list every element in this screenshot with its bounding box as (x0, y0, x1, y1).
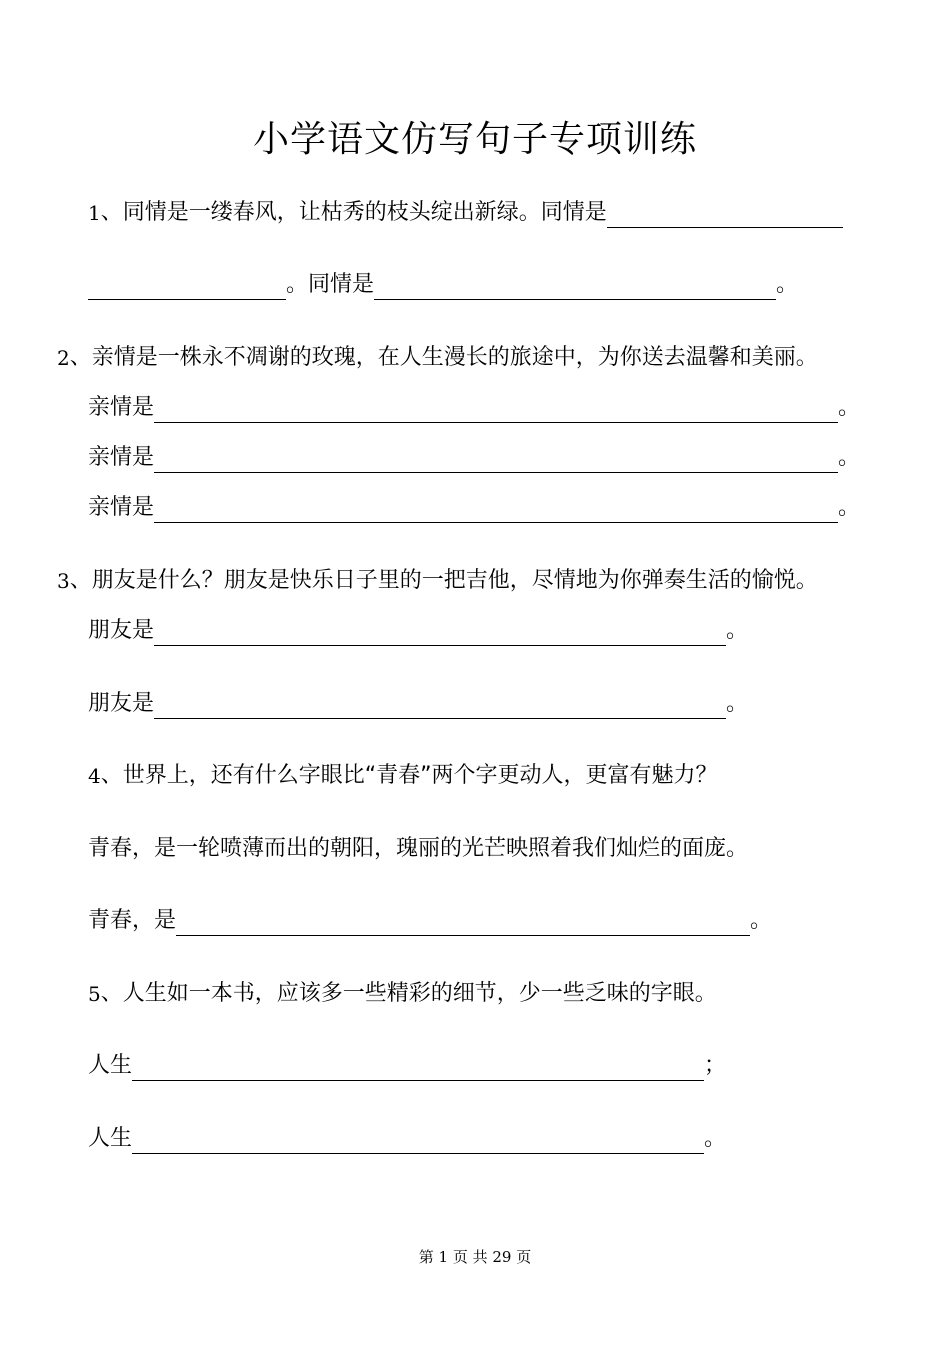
question-2-text: 亲情是一株永不凋谢的玫瑰，在人生漫长的旅途中，为你送去温馨和美丽。 (91, 345, 818, 370)
answer-prefix: 青春，是 (88, 908, 177, 933)
page-title: 小学语文仿写句子专项训练 (252, 119, 697, 160)
sentence-end: 。 (726, 691, 749, 716)
footer-current-page: 1 (438, 1248, 449, 1266)
answer-line (88, 689, 748, 719)
question-1-continuation (88, 270, 798, 300)
question-5 (88, 979, 717, 1009)
answer-blank[interactable] (154, 692, 726, 719)
footer-suffix: 页 (516, 1248, 532, 1266)
answer-prefix: 朋友是 (88, 691, 155, 716)
footer-total-pages: 29 (492, 1248, 512, 1266)
answer-blank[interactable] (132, 1054, 704, 1081)
sentence-end: 。 (776, 272, 799, 297)
answer-line (88, 906, 772, 936)
answer-line (88, 493, 860, 523)
question-separator: 、 (100, 200, 123, 225)
sentence-end: 。 (704, 1126, 727, 1151)
question-number: 4 (88, 764, 101, 788)
question-separator: 、 (100, 763, 123, 788)
answer-blank[interactable] (154, 446, 838, 473)
footer-mid: 页 共 (452, 1248, 488, 1266)
answer-blank[interactable] (154, 396, 838, 423)
answer-prefix: 亲情是 (88, 395, 155, 420)
question-number: 1 (88, 201, 101, 225)
answer-line (88, 1124, 726, 1154)
answer-blank[interactable] (154, 619, 726, 646)
answer-blank[interactable] (132, 1127, 704, 1154)
question-3-text: 朋友是什么？朋友是快乐日子里的一把吉他，尽情地为你弹奏生活的愉悦。 (91, 568, 818, 593)
question-separator: 、 (69, 568, 92, 593)
question-1-text: 同情是一缕春风，让枯秀的枝头绽出新绿。同情是 (122, 200, 607, 225)
question-number: 5 (88, 982, 101, 1006)
sentence-end: 。 (750, 908, 773, 933)
answer-prefix: 亲情是 (88, 495, 155, 520)
sentence-end: 。 (838, 395, 861, 420)
question-number: 3 (57, 569, 70, 593)
question-5-text: 人生如一本书，应该多一些精彩的细节，少一些乏味的字眼。 (122, 981, 717, 1006)
question-separator: 、 (100, 981, 123, 1006)
answer-prefix: 人生 (88, 1126, 133, 1151)
answer-blank[interactable] (607, 201, 843, 228)
sentence-end: 。 (838, 445, 861, 470)
page-footer (0, 1246, 950, 1267)
question-1 (88, 198, 843, 228)
question-4-example: 青春，是一轮喷薄而出的朝阳，瑰丽的光芒映照着我们灿烂的面庞。 (88, 836, 749, 861)
answer-blank[interactable] (154, 496, 838, 523)
answer-line (88, 393, 860, 423)
answer-prefix: 人生 (88, 1053, 133, 1078)
sentence-end: ； (704, 1053, 727, 1078)
answer-prefix: 亲情是 (88, 445, 155, 470)
footer-page-label: 第 (418, 1248, 434, 1266)
question-number: 2 (57, 346, 70, 370)
question-separator: 、 (69, 345, 92, 370)
answer-blank[interactable] (176, 909, 750, 936)
answer-prefix: 朋友是 (88, 618, 155, 643)
question-2 (57, 343, 818, 373)
sentence-end: 。 (838, 495, 861, 520)
sentence-end: 。 (726, 618, 749, 643)
question-4-text: 世界上，还有什么字眼比“青春”两个字更动人，更富有魅力？ (122, 763, 718, 788)
answer-blank[interactable] (374, 273, 776, 300)
question-4 (88, 761, 718, 791)
answer-line (88, 616, 748, 646)
question-3 (57, 566, 818, 596)
answer-blank[interactable] (88, 273, 286, 300)
question-1-mid-text: 。同情是 (286, 272, 375, 297)
answer-line (88, 443, 860, 473)
example-sentence (88, 834, 748, 864)
answer-line (88, 1051, 726, 1081)
